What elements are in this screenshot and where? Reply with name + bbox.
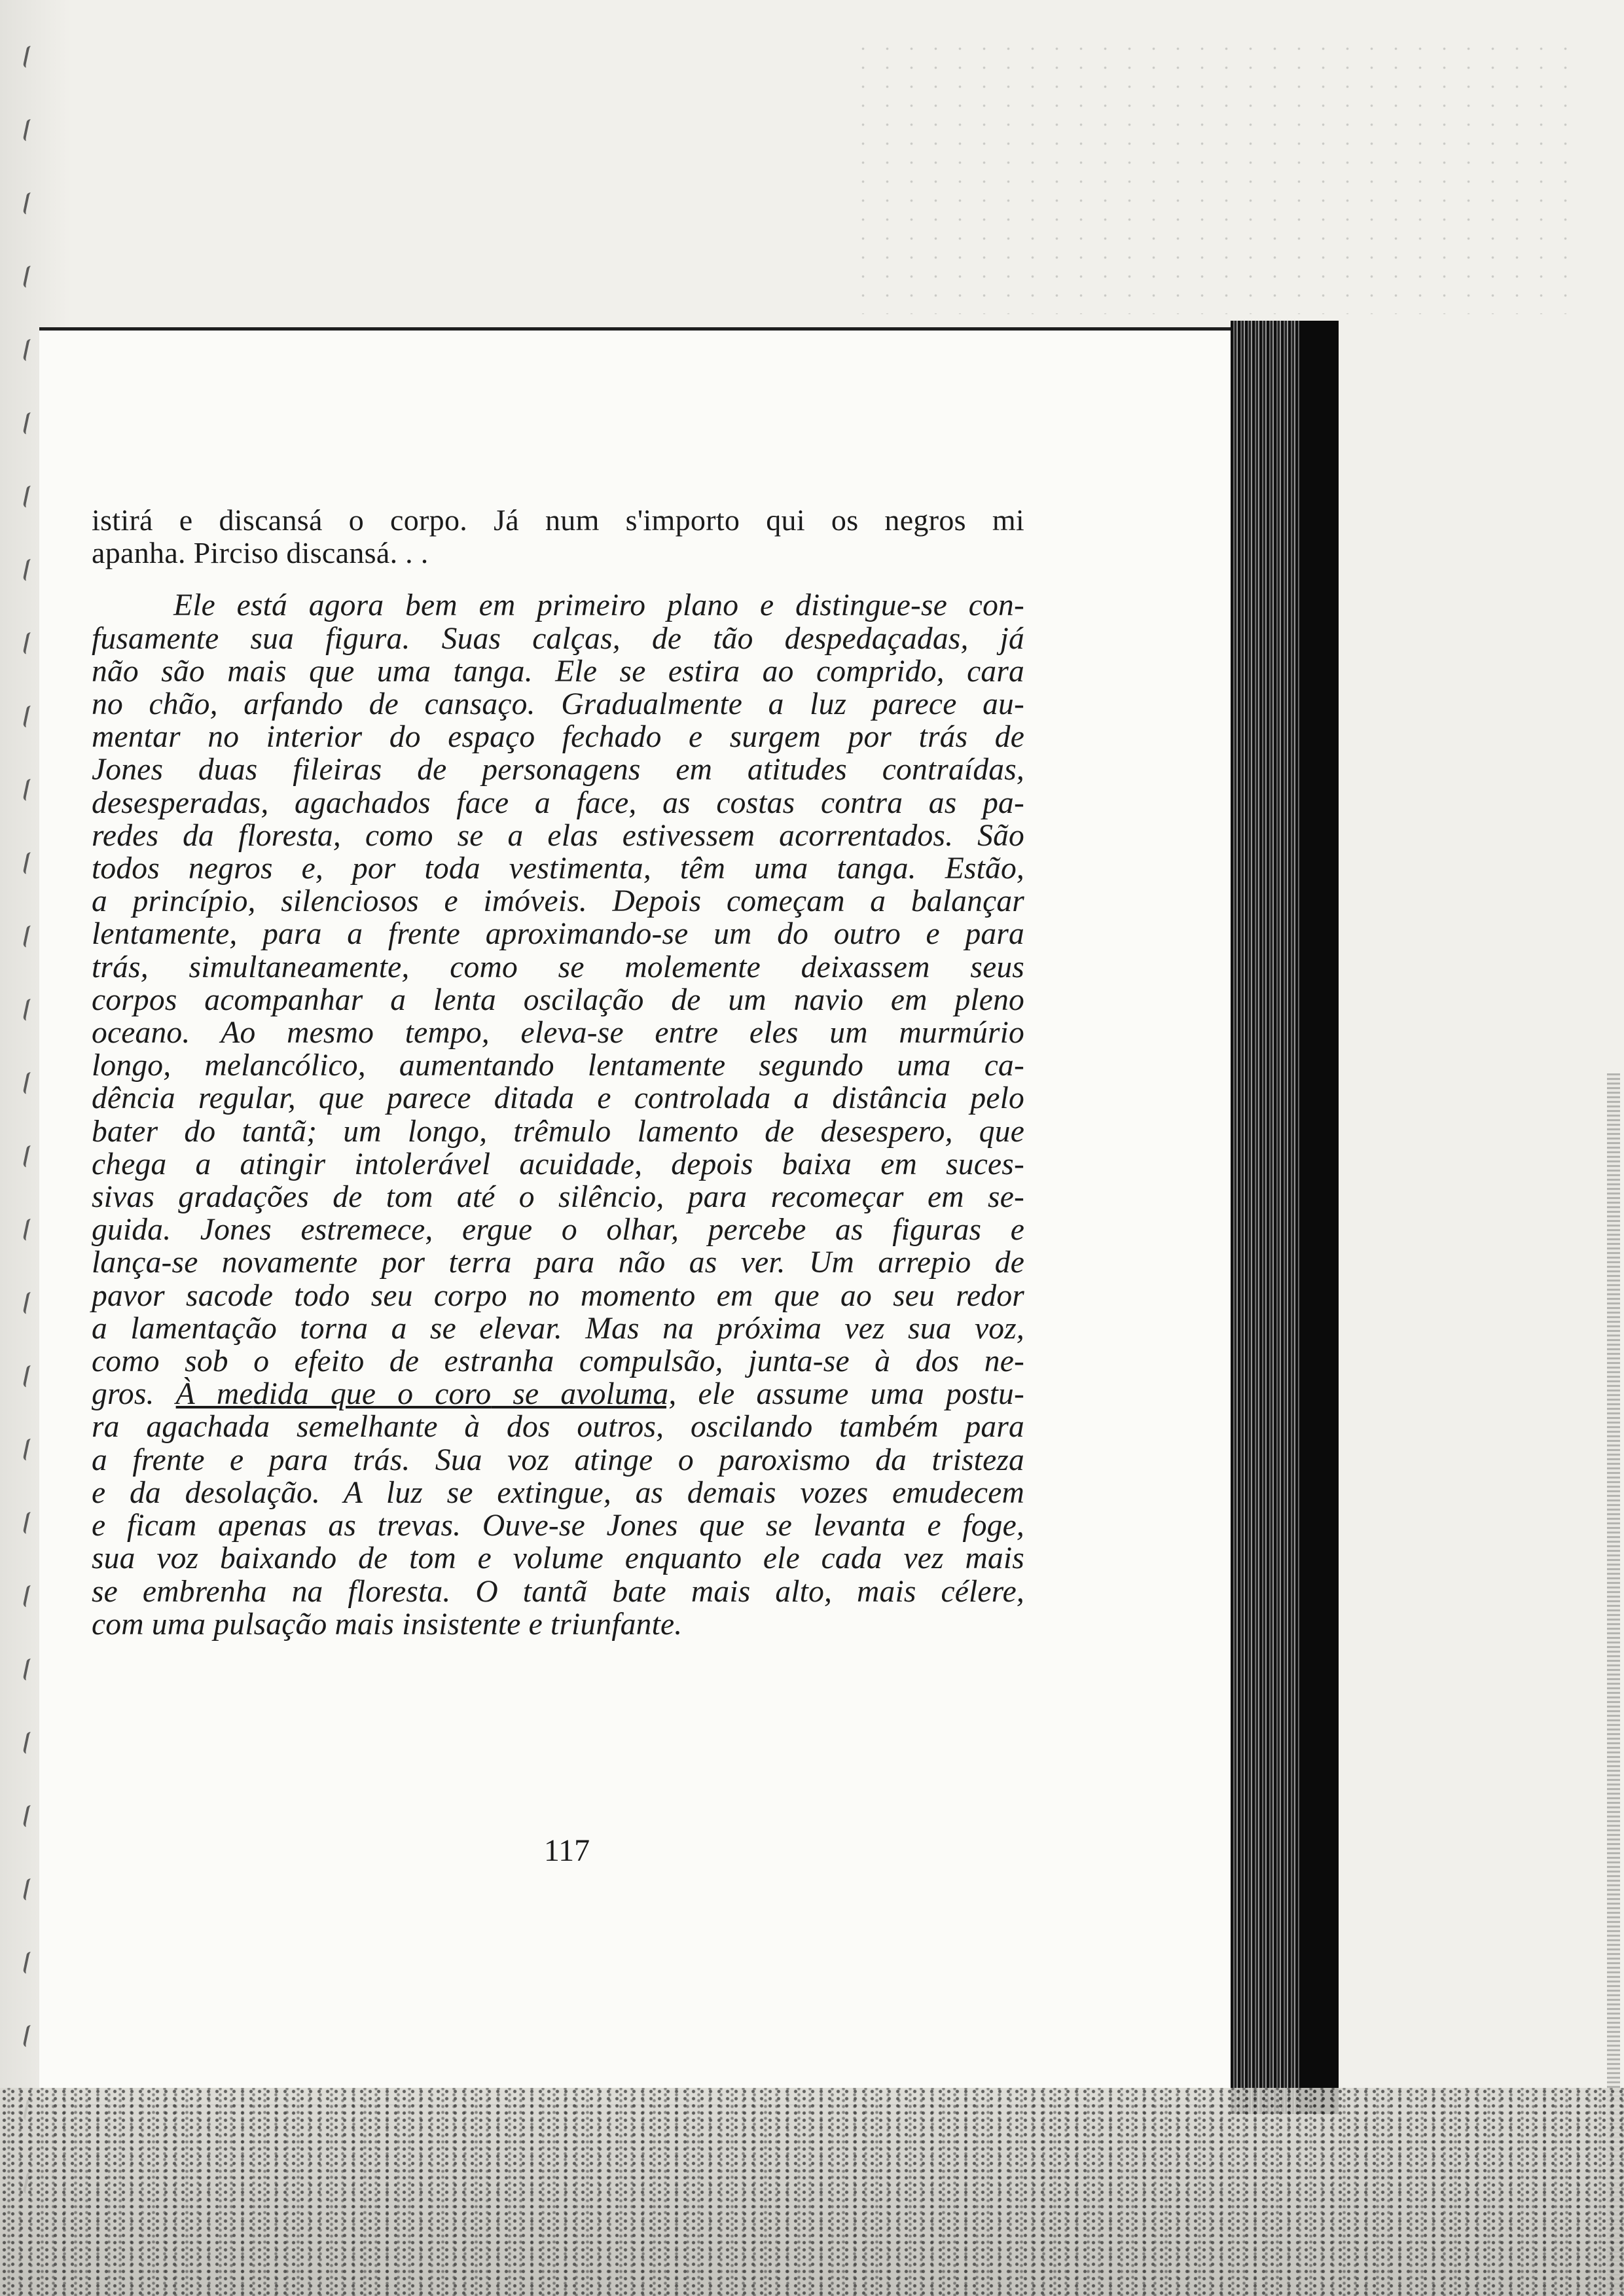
text-line: a lamentação torna a se elevar. Mas na próxima vez sua voz, <box>92 1311 1024 1346</box>
text-line: no chão, arfando de cansaço. Gradualmente a luz parece au- <box>92 687 1024 722</box>
text-line: se embrenha na floresta. O tantã bate mais alto, mais célere, <box>92 1574 1024 1609</box>
text-line: longo, melancólico, aumentando lentamente segundo uma ca- <box>92 1049 1024 1083</box>
text-line-annotated <box>92 1378 1024 1410</box>
text-line: desesperadas, agachados face a face, as costas contra as pa- <box>92 785 1024 820</box>
text-line: a princípio, silenciosos e imóveis. Depois começam a balançar <box>92 884 1024 919</box>
text-line: fusamente sua figura. Suas calças, de tão despedaçadas, já <box>92 621 1024 656</box>
text-line: chega a atingir intolerável acuidade, depois baixa em suces- <box>92 1147 1024 1181</box>
page-body <box>92 504 1024 1641</box>
page-number: 117 <box>543 1833 590 1868</box>
text-line: redes da floresta, como se a elas estivessem acorrentados. São <box>92 818 1024 853</box>
stage-direction-lines <box>92 589 1024 1378</box>
text-line: como sob o efeito de estranha compulsão, junta-se à dos ne- <box>92 1344 1024 1379</box>
struck-through-text: dida que o coro <box>253 1377 492 1412</box>
line-text: ele assume uma postu- <box>676 1377 1024 1412</box>
line-text: gros. <box>92 1377 176 1412</box>
text-line: dência regular, que parece ditada e controlada a distância pelo <box>92 1081 1024 1116</box>
text-line: Jones duas fileiras de personagens em atitudes contraídas, <box>92 753 1024 787</box>
underlined-text: À me <box>175 1377 253 1412</box>
text-line: todos negros e, por toda vestimenta, têm uma tanga. Estão, <box>92 852 1024 886</box>
text-line: istirá e discansá o corpo. Já num s'importo qui os negros mi <box>92 503 1024 537</box>
text-line: Ele está agora bem em primeiro plano e distingue-se con- <box>173 588 1024 623</box>
stage-direction-lines-end <box>92 1410 1024 1640</box>
text-line: com uma pulsação mais insistente e triunfante. <box>92 1607 683 1641</box>
text-line: lança-se novamente por terra para não as ver. Um arrepio de <box>92 1246 1024 1280</box>
text-line: não são mais que uma tanga. Ele se estira ao comprido, cara <box>92 654 1024 689</box>
book-page-edges <box>1231 321 1339 2114</box>
scan-noise-top <box>851 39 1571 314</box>
text-line: guida. Jones estremece, ergue o olhar, percebe as figuras e <box>92 1213 1024 1247</box>
text-line: mentar no interior do espaço fechado e surgem por trás de <box>92 720 1024 755</box>
text-line: lentamente, para a frente aproximando-se um do outro e para <box>92 917 1024 952</box>
text-line: a frente e para trás. Sua voz atinge o paroxismo da tristeza <box>92 1443 1024 1477</box>
paragraph-stage-direction <box>92 589 1024 1641</box>
text-line: e da desolação. A luz se extingue, as demais vozes emudecem <box>92 1475 1024 1510</box>
paragraph-dialogue <box>92 504 1024 569</box>
text-line: e ficam apenas as trevas. Ouve-se Jones que se levanta e foge, <box>92 1509 1024 1543</box>
text-line: apanha. Pirciso discansá. . . <box>92 536 429 570</box>
text-line: sua voz baixando de tom e volume enquanto ele cada vez mais <box>92 1541 1024 1576</box>
text-line: bater do tantã; um longo, trêmulo lamento de desespero, que <box>92 1114 1024 1149</box>
text-line: trás, simultaneamente, como se molemente deixassem seus <box>92 950 1024 984</box>
text-line: oceano. Ao mesmo tempo, eleva-se entre eles um murmúrio <box>92 1016 1024 1050</box>
text-line: pavor sacode todo seu corpo no momento em que ao seu redor <box>92 1278 1024 1313</box>
underlined-text: se avoluma, <box>491 1377 677 1412</box>
text-line: corpos acompanhar a lenta oscilação de um navio em pleno <box>92 982 1024 1017</box>
text-line: sivas gradações de tom até o silêncio, para recomeçar em se- <box>92 1180 1024 1215</box>
text-line: ra agachada semelhante à dos outros, oscilando também para <box>92 1410 1024 1444</box>
scan-noise-bottom <box>0 2088 1624 2296</box>
